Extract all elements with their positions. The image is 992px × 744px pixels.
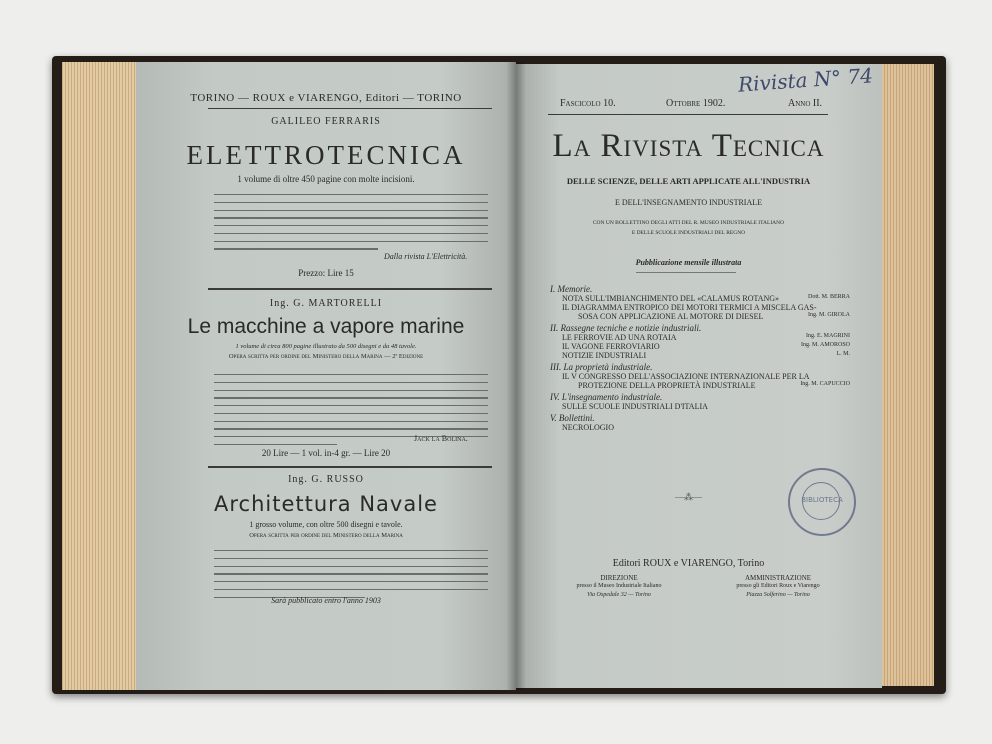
direzione-street: Via Ospedale 32 — Torino: [587, 592, 651, 598]
divider: [208, 108, 492, 109]
book1-description-text: [214, 194, 488, 256]
table-of-contents: [550, 284, 850, 432]
issue-date: Ottobre 1902.: [666, 98, 726, 109]
toc-entry: IL V CONGRESSO DELL'ASSOCIAZIONE INTERNAZIONALE PER LA: [562, 372, 810, 381]
publication-frequency: Pubblicazione mensile illustrata: [635, 258, 742, 267]
right-page: [516, 64, 882, 688]
toc-entry: NECROLOGIO: [562, 423, 614, 432]
book2-note: Opera scritta per ordine del Ministero della Marina — 2ª Edizione: [228, 353, 424, 360]
handwritten-note: Rivista N° 74: [737, 63, 874, 97]
direzione-label: DIREZIONE: [600, 574, 638, 582]
toc-entry: LE FERROVIE AD UNA ROTAIA Ing. E. MAGRINI: [562, 333, 850, 342]
book2-signature: Jack la Bolina.: [414, 434, 468, 443]
toc-entry: IL VAGONE FERROVIARIO Ing. M. AMOROSO: [562, 342, 850, 351]
divider: [636, 272, 736, 273]
ornament: —⁂—: [675, 492, 702, 502]
direzione-address: presso il Museo Industriale Italiano: [576, 583, 662, 589]
left-page: [136, 62, 516, 690]
toc-entry: IL DIAGRAMMA ENTROPICO DEI MOTORI TERMICI A MISCELA GAS-: [562, 303, 817, 312]
book2-title: Le macchine a vapore marine: [187, 315, 465, 338]
publisher: Editori ROUX e VIARENGO, Torino: [612, 558, 765, 569]
toc-section: V. Bollettini.: [550, 413, 595, 423]
toc-section: IV. L'insegnamento industriale.: [550, 392, 663, 402]
divider: [208, 288, 492, 290]
book1-price: Prezzo: Lire 15: [298, 268, 354, 278]
amministrazione-label: AMMINISTRAZIONE: [744, 574, 812, 582]
journal-bulletin-note: CON UN BOLLETTINO DEGLI ATTI DEL R. MUSEO INDUSTRIALE ITALIANO: [592, 220, 785, 226]
amministrazione-address: presso gli Editori Roux e Viarengo: [736, 583, 820, 589]
book3-title: Architettura Navale: [214, 492, 438, 516]
volume-year: Anno II.: [788, 98, 823, 109]
book1-subtitle: 1 volume di oltre 450 pagine con molte incisioni.: [237, 174, 415, 184]
divider: [208, 466, 492, 468]
library-stamp: BIBLIOTECA: [788, 468, 856, 536]
book2-subtitle: 1 volume di circa 800 pagine illustrato da 500 disegni e da 48 tavole.: [235, 343, 417, 350]
book3-author: Ing. G. RUSSO: [288, 474, 364, 485]
toc-entry: PROTEZIONE DELLA PROPRIETÀ INDUSTRIALE Ing. M. CAPUCCIO: [578, 381, 850, 390]
journal-title: La Rivista Tecnica: [552, 128, 825, 164]
book1-quote-source: Dalla rivista L'Elettricità.: [384, 252, 468, 261]
journal-subtitle: DELLE SCIENZE, DELLE ARTI APPLICATE ALL'INDUSTRIA: [566, 176, 811, 186]
left-header: TORINO — ROUX e VIARENGO, Editori — TORINO: [190, 92, 462, 104]
book1-author: GALILEO FERRARIS: [271, 116, 381, 127]
book2-price: 20 Lire — 1 vol. in-4 gr. — Lire 20: [261, 448, 391, 458]
toc-section: III. La proprietà industriale.: [550, 362, 653, 372]
book2-author: Ing. G. MARTORELLI: [269, 298, 383, 309]
left-page-edges: [62, 62, 142, 690]
journal-bulletin-note-2: E DELLE SCUOLE INDUSTRIALI DEL REGNO: [631, 230, 746, 236]
journal-subtitle-2: E DELL'INSEGNAMENTO INDUSTRIALE: [614, 198, 763, 207]
toc-entry: SULLE SCUOLE INDUSTRIALI D'ITALIA: [562, 402, 708, 411]
toc-section: I. Memorie.: [550, 284, 593, 294]
divider: [548, 114, 828, 115]
toc-entry: NOTA SULL'IMBIANCHIMENTO DEL «CALAMUS ROTANG» Dott. M. BERRA: [562, 294, 850, 303]
amministrazione-street: Piazza Solferino — Torino: [746, 592, 810, 598]
book3-release: Sarà pubblicato entro l'anno 1903: [271, 596, 381, 605]
toc-entry: SOSA CON APPLICAZIONE AL MOTORE DI DIESEL Ing. M. GIROLA: [578, 312, 850, 321]
right-page-edges: [878, 64, 934, 686]
book1-title: ELETTROTECNICA: [186, 140, 466, 170]
toc-section: II. Rassegne tecniche e notizie industriali.: [550, 323, 702, 333]
book-gutter: [506, 62, 526, 690]
book3-subtitle: 1 grosso volume, con oltre 500 disegni e tavole.: [249, 520, 403, 529]
toc-entry: NOTIZIE INDUSTRIALI L. M.: [562, 351, 850, 360]
book3-note: Opera scritta per ordine del Ministero della Marina: [249, 532, 403, 539]
issue-number: Fascicolo 10.: [560, 98, 616, 109]
